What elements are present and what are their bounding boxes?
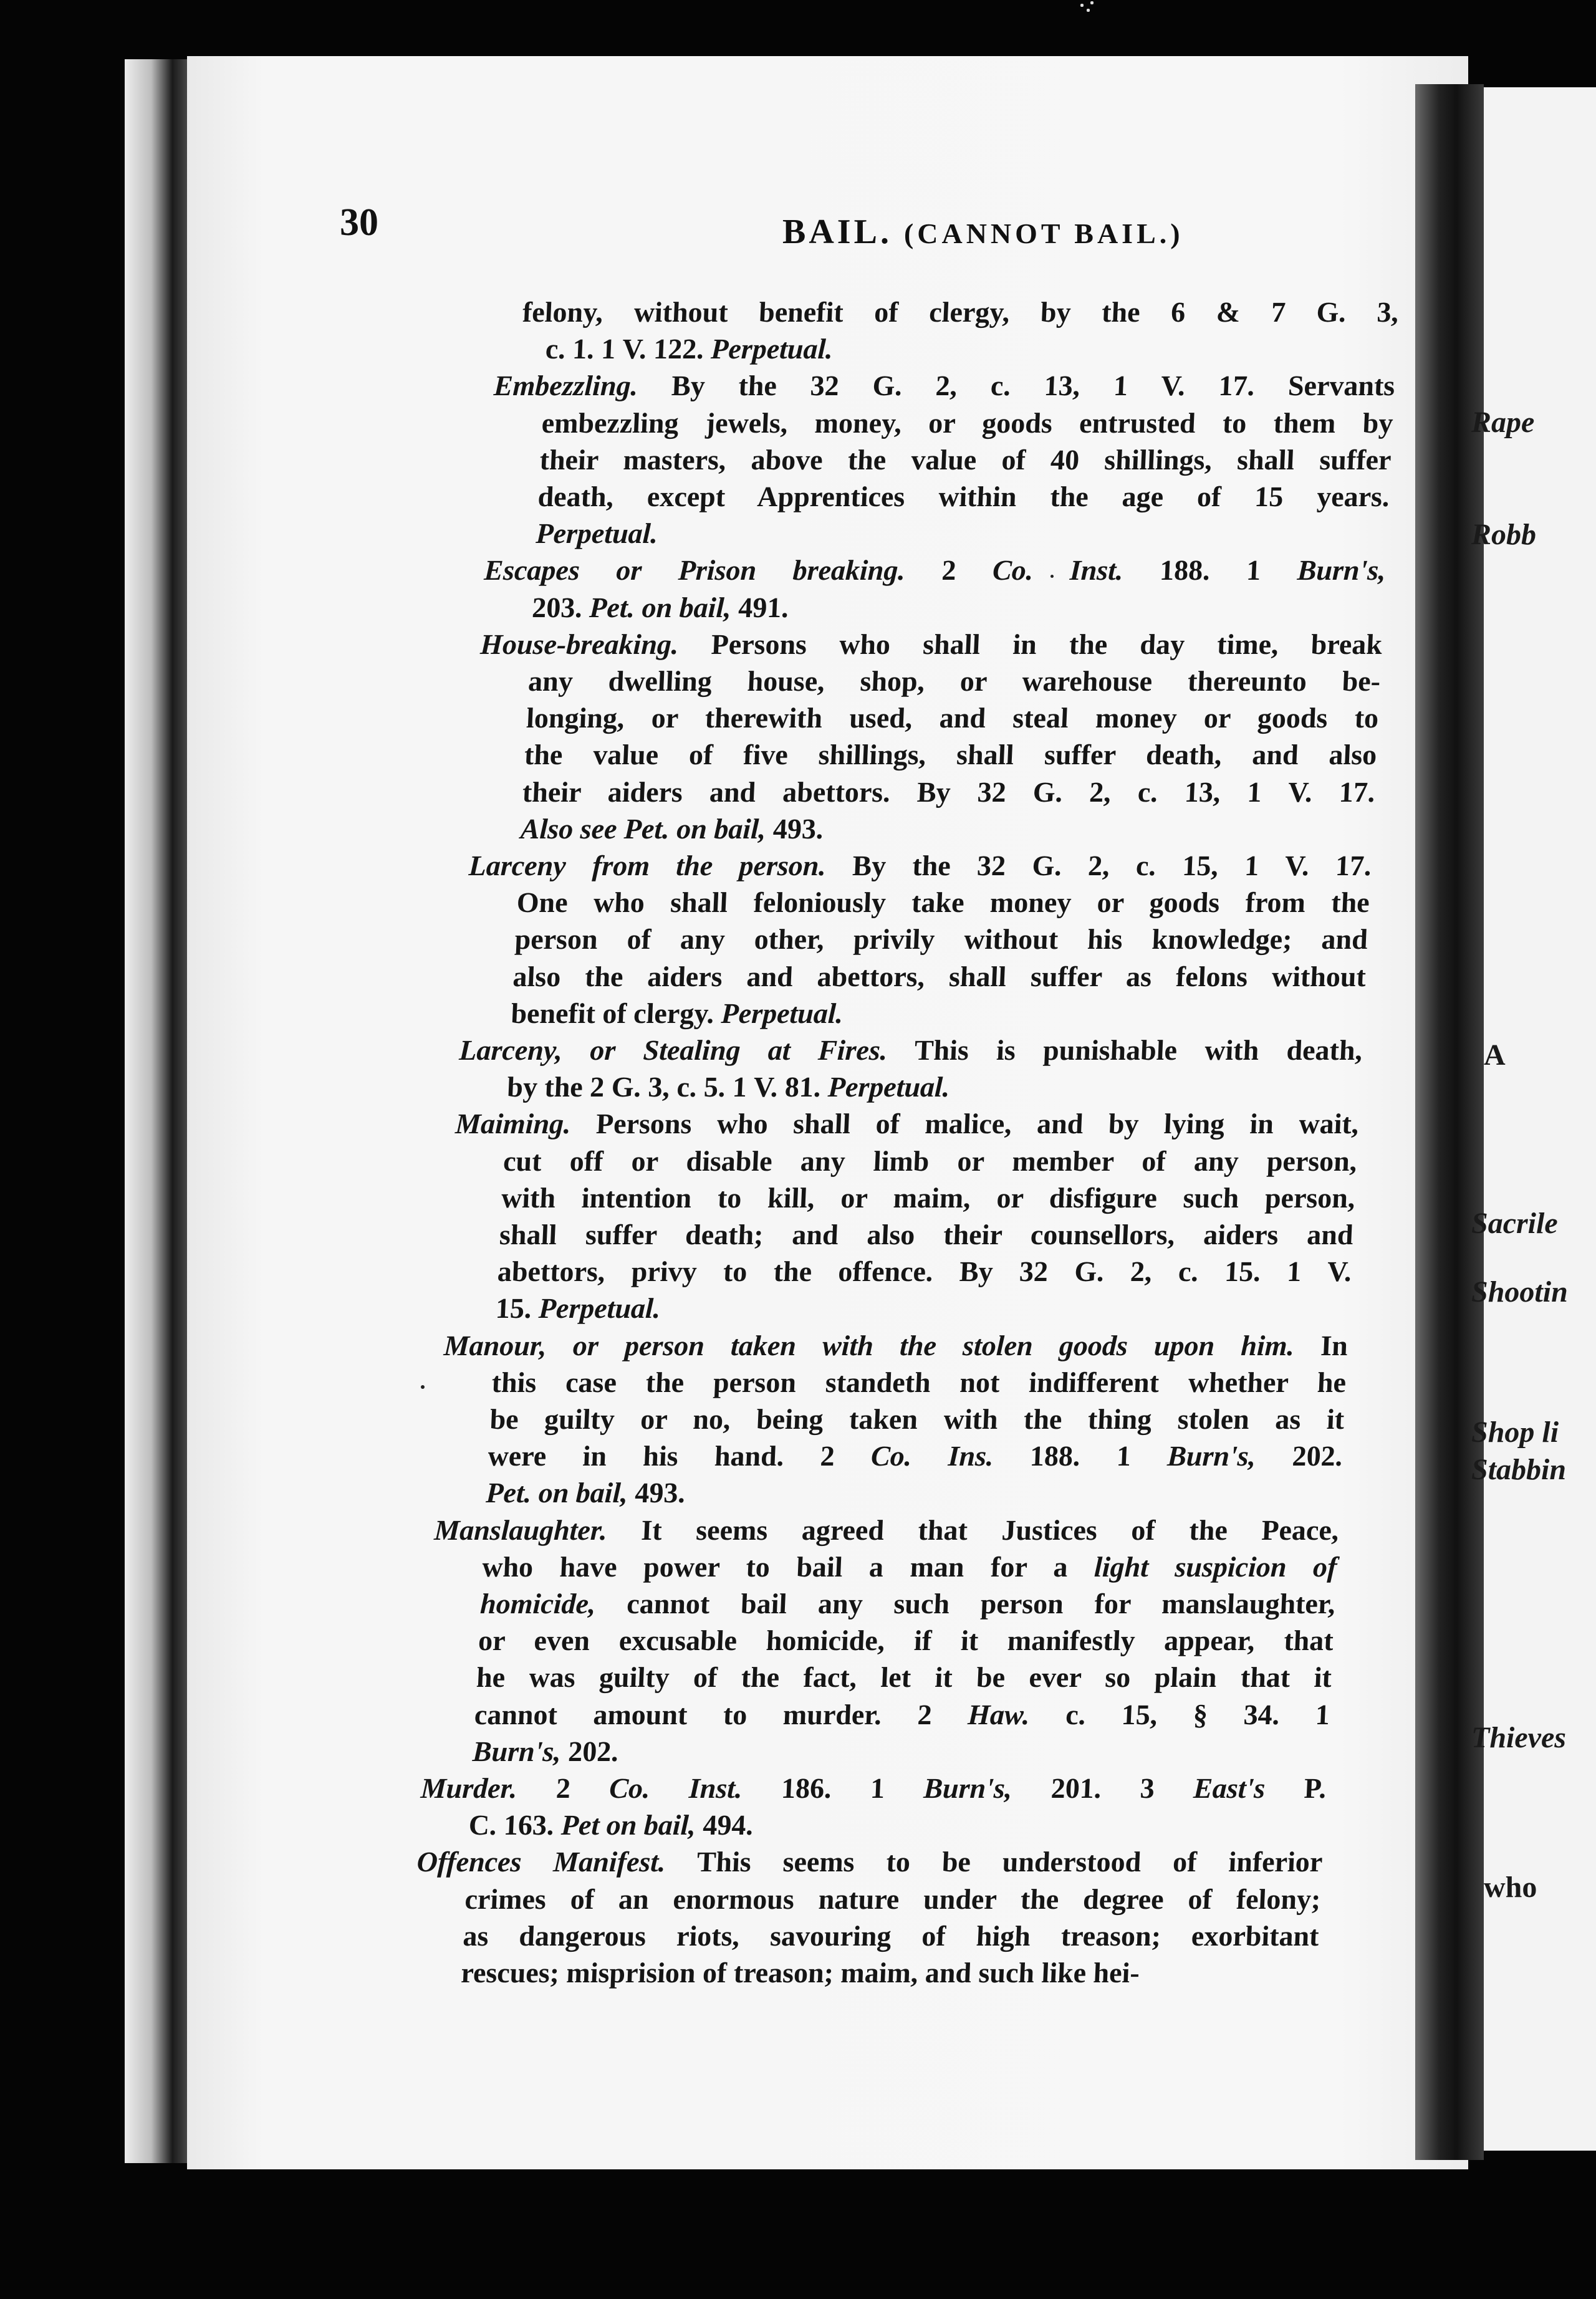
text-run: felony, without benefit of clergy, by the 6 & 7 G. 3, xyxy=(522,296,1400,328)
text-line xyxy=(464,1885,1322,1914)
text-line xyxy=(501,1181,1356,1214)
text-run: One who shall feloniously take money or goods from the xyxy=(516,886,1370,919)
italic-text: Burn's, xyxy=(923,1772,1013,1804)
text-run: 188. 1 xyxy=(993,1440,1168,1472)
facing-page-fragment: Rape xyxy=(1471,406,1535,439)
facing-page-fragment: Shootin xyxy=(1471,1275,1568,1308)
text-run: 203. xyxy=(531,591,590,623)
italic-text: Also see Pet. on bail, xyxy=(519,812,767,845)
text-run: Persons who shall of malice, and by lying in wait, xyxy=(570,1108,1360,1140)
entry-heading-line xyxy=(416,1848,1324,1876)
text-run: This is punishable with death, xyxy=(887,1034,1363,1066)
text-run: 2 xyxy=(516,1772,610,1804)
italic-text: Co. Ins. xyxy=(870,1440,994,1472)
text-line xyxy=(539,443,1392,476)
text-run: were in his hand. 2 xyxy=(487,1440,872,1472)
italic-text: Maiming. xyxy=(454,1108,572,1140)
italic-text: Pet on bail, xyxy=(560,1809,697,1841)
facing-page-fragment: Sacrile xyxy=(1471,1207,1558,1240)
text-run: 202. xyxy=(560,1735,620,1767)
text-run: by the 2 G. 3, c. 5. 1 V. 81. xyxy=(506,1071,829,1103)
text-line xyxy=(521,775,1376,808)
text-run: C. 163. xyxy=(468,1809,562,1841)
italic-text: Co. Inst. xyxy=(608,1772,743,1804)
text-run: benefit of clergy. xyxy=(510,997,722,1029)
entry-heading-line xyxy=(454,1110,1359,1138)
scan-speck xyxy=(1075,0,1100,16)
ink-dot xyxy=(421,1385,425,1389)
running-head-subtitle: (CANNOT BAIL.) xyxy=(903,218,1184,249)
entry-heading-line xyxy=(468,852,1372,880)
text-run: the value of five shillings, shall suffer death, and also xyxy=(524,739,1378,771)
text-line xyxy=(537,482,1390,511)
entry-heading-line xyxy=(433,1516,1339,1545)
italic-text: Co. Inst. xyxy=(992,554,1124,587)
text-line xyxy=(499,1221,1354,1249)
entry-heading-line xyxy=(493,372,1395,400)
text-run: he was guilty of the fact, let it be ever so plain that it xyxy=(476,1661,1332,1694)
facing-page-fragment: Thieves xyxy=(1471,1721,1566,1754)
text-run: their masters, above the value of 40 shillings, shall suffer xyxy=(539,443,1392,476)
text-run: P. xyxy=(1264,1772,1327,1804)
italic-text: Larceny from the person. xyxy=(468,850,827,881)
text-line xyxy=(468,1811,1325,1840)
text-line xyxy=(479,1590,1335,1618)
text-run: 494. xyxy=(695,1809,754,1841)
text-run: 201. 3 xyxy=(1011,1772,1195,1804)
italic-text: Perpetual. xyxy=(720,997,844,1029)
italic-text: Larceny, or Stealing at Fires. xyxy=(458,1034,888,1066)
italic-text: Perpetual. xyxy=(827,1071,951,1103)
text-line xyxy=(506,1073,1361,1102)
facing-page-fragment: A xyxy=(1484,1039,1506,1072)
text-line xyxy=(497,1257,1352,1286)
text-run: 493. xyxy=(627,1477,686,1509)
text-run: 202. xyxy=(1255,1440,1344,1472)
text-line xyxy=(514,925,1368,954)
text-run: By the 32 G. 2, c. 15, 1 V. 17. xyxy=(825,850,1372,881)
italic-text: Burn's, xyxy=(1296,554,1387,587)
entry-heading-line xyxy=(420,1774,1327,1803)
italic-text: East's xyxy=(1193,1772,1266,1804)
text-line xyxy=(531,593,1384,622)
italic-text: Burn's, xyxy=(471,1735,562,1767)
facing-page-fragment: who xyxy=(1484,1871,1537,1904)
text-line xyxy=(491,1368,1347,1397)
text-run: or even excusable homicide, if it manifestly appear, that xyxy=(478,1625,1334,1657)
text-run: This seems to be understood of inferior xyxy=(665,1846,1324,1878)
italic-text: homicide, xyxy=(479,1588,597,1620)
text-line xyxy=(489,1405,1345,1434)
text-run: this case the person standeth not indifferent whether he xyxy=(491,1366,1347,1398)
text-line xyxy=(536,519,1388,548)
text-line xyxy=(478,1626,1334,1655)
text-line xyxy=(511,999,1365,1028)
text-run: It seems agreed that Justices of the Peace, xyxy=(606,1514,1340,1546)
text-run: with intention to kill, or maim, or disfigure such person, xyxy=(501,1181,1356,1214)
text-line xyxy=(476,1663,1332,1692)
italic-text: Pet. on bail, xyxy=(485,1477,629,1509)
text-run: also the aiders and abettors, shall suffer as felons without xyxy=(512,960,1367,992)
page-gutter xyxy=(1415,84,1484,2160)
facing-page-edge xyxy=(1471,87,1596,2151)
facing-page-fragment: Stabbin xyxy=(1471,1453,1567,1486)
facing-page-fragment: Robb xyxy=(1471,518,1537,551)
text-line xyxy=(541,406,1394,439)
text-run: cannot amount to murder. 2 xyxy=(474,1698,969,1730)
text-run: longing, or therewith used, and steal money or goods to xyxy=(526,702,1380,734)
text-line xyxy=(495,1294,1350,1323)
text-line xyxy=(527,667,1381,696)
text-run: crimes of an enormous nature under the degree of felony; xyxy=(464,1883,1322,1915)
italic-text: Embezzling. xyxy=(493,370,639,402)
text-run: who have power to bail a man for a xyxy=(481,1550,1095,1583)
italic-text: Escapes or Prison breaking. xyxy=(483,554,906,587)
text-run: shall suffer death; and also their counsellors, aiders and xyxy=(499,1219,1354,1250)
text-run: 491. xyxy=(730,591,790,623)
text-run: be guilty or no, being taken with the thing stolen as it xyxy=(489,1403,1345,1435)
text-run: 15. xyxy=(494,1292,540,1325)
text-run: embezzling jewels, money, or goods entrusted to them by xyxy=(541,406,1394,439)
text-line xyxy=(512,962,1367,991)
italic-text: Offences Manifest. xyxy=(416,1846,666,1878)
italic-text: light suspicion of xyxy=(1094,1550,1338,1583)
italic-text: Perpetual. xyxy=(537,1292,661,1325)
text-run: 2 xyxy=(904,554,994,587)
text-line xyxy=(488,1442,1344,1471)
italic-text: Burn's, xyxy=(1166,1440,1257,1472)
text-run: Persons who shall in the day time, break xyxy=(678,628,1383,660)
italic-text: Pet. on bail, xyxy=(589,591,733,623)
italic-text: Manslaughter. xyxy=(433,1514,608,1546)
italic-text: Perpetual. xyxy=(535,517,659,550)
text-run: By the 32 G. 2, c. 13, 1 V. 17. Servants xyxy=(637,370,1396,402)
text-run: In xyxy=(1294,1329,1349,1361)
text-line xyxy=(524,741,1377,769)
page-number: 30 xyxy=(340,201,378,244)
entry-heading-line xyxy=(443,1329,1349,1361)
text-run: death, except Apprentices within the age of 15 years. xyxy=(537,481,1390,512)
entry-heading-line xyxy=(522,298,1399,327)
text-line xyxy=(481,1550,1338,1583)
text-line xyxy=(472,1737,1329,1766)
text-run: as dangerous riots, savouring of high treason; exorbitant xyxy=(462,1919,1320,1952)
italic-text: Haw. xyxy=(967,1698,1031,1730)
text-line xyxy=(502,1147,1357,1176)
text-run: rescues; misprision of treason; maim, and such like hei- xyxy=(460,1957,1140,1989)
text-run: c. 15, § 34. 1 xyxy=(1029,1698,1331,1730)
text-line xyxy=(474,1698,1331,1730)
text-run: c. 1. 1 V. 122. xyxy=(544,333,712,365)
text-run: any dwelling house, shop, or warehouse thereunto be- xyxy=(527,665,1382,697)
text-line xyxy=(526,704,1379,732)
text-line xyxy=(462,1919,1320,1952)
text-line xyxy=(461,1959,1318,1987)
text-run: 186. 1 xyxy=(741,1772,925,1804)
text-line xyxy=(486,1479,1342,1507)
text-run: abettors, privy to the offence. By 32 G. 2, c. 15. 1 V. xyxy=(496,1255,1352,1288)
entry-heading-line xyxy=(459,1036,1363,1065)
text-run: person of any other, privily without his knowledge; and xyxy=(514,923,1368,956)
text-run: their aiders and abettors. By 32 G. 2, c. 13, 1 V. 17. xyxy=(521,775,1376,808)
running-head-title: BAIL. xyxy=(782,213,892,251)
italic-text: Manour, or person taken with the stolen goods upon him. xyxy=(443,1329,1296,1361)
text-line xyxy=(545,335,1397,363)
text-run: cannot bail any such person for manslaughter, xyxy=(595,1588,1336,1620)
italic-text: Perpetual. xyxy=(710,333,834,365)
text-run: 493. xyxy=(765,812,824,845)
italic-text: House-breaking. xyxy=(479,628,680,660)
entry-heading-line xyxy=(484,556,1387,585)
text-run: 188. 1 xyxy=(1122,554,1299,587)
text-run: cut off or disable any limb or member of any person, xyxy=(502,1145,1358,1177)
running-head xyxy=(782,212,1184,252)
entry-heading-line xyxy=(479,630,1383,659)
text-line xyxy=(516,888,1370,917)
italic-text: Murder. xyxy=(420,1772,518,1804)
facing-page-fragment: Shop li xyxy=(1471,1416,1559,1449)
text-line xyxy=(519,812,1374,845)
